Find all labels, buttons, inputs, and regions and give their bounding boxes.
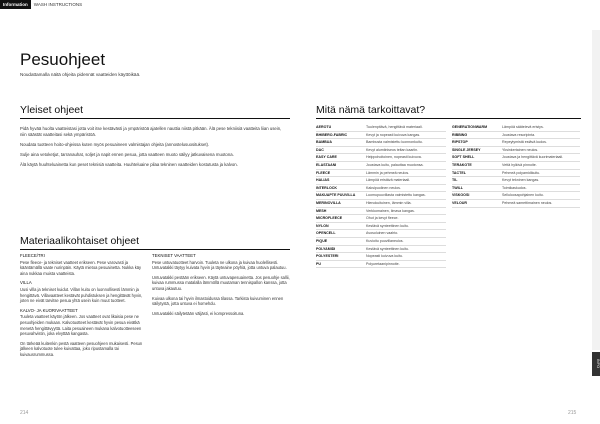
definition-term: MICROFLEECE bbox=[316, 216, 343, 221]
definition-row bbox=[452, 170, 580, 178]
page-number-left: 214 bbox=[20, 410, 29, 416]
definition-term: HALIAS bbox=[316, 178, 330, 183]
general-paragraph: Älä käytä huuhteluainetta kun peset teknisiä vaatteita. Huuhteluaine pilaa tekninen vaatteiden kostutusta ja kalvon. bbox=[20, 162, 238, 167]
definition-term: INTERLOCK bbox=[316, 185, 337, 190]
definition-row bbox=[316, 139, 446, 147]
definition-desc: Ohut ja kevyt fleece. bbox=[366, 216, 399, 221]
definition-term: NYLON bbox=[316, 223, 329, 228]
definition-term: VISKOOSI bbox=[452, 193, 470, 198]
side-strip bbox=[592, 30, 600, 350]
material-block bbox=[20, 341, 148, 358]
definition-row bbox=[316, 208, 446, 216]
definition-desc: Nopeasti kuivuva kuitu. bbox=[366, 254, 403, 259]
definition-row bbox=[452, 177, 580, 185]
definition-term: TERAKOTE bbox=[452, 162, 472, 167]
definition-term: SOFT SHELL bbox=[452, 155, 475, 160]
definition-row bbox=[316, 177, 446, 185]
definition-desc: Polyuretaanipinnoite. bbox=[366, 261, 400, 266]
definition-row bbox=[316, 192, 446, 200]
definition-row bbox=[316, 223, 446, 231]
definition-desc: Kevyt ja nopeasti kuivuva kangas. bbox=[366, 132, 421, 137]
material-block bbox=[152, 253, 290, 271]
definition-term: RIBBING bbox=[452, 132, 468, 137]
definition-row bbox=[316, 185, 446, 193]
material-text: Kuivaa ulkona tai hyvin ilmastoidussa tilassa. Tarkista kuivuminen ennen säilytystä, jotta untuva ei homehdu. bbox=[152, 295, 284, 307]
definition-row bbox=[316, 246, 446, 254]
material-text: On tärkeää kuitenkin pestä vaatteen pesuohjeen mukaisesti. Pesun jälkeen kalvotuote tulee kuivattaa, joko ripustamalla tai kuivausrummussa. bbox=[20, 340, 143, 357]
general-rule bbox=[20, 118, 290, 119]
definition-row bbox=[452, 185, 580, 193]
definition-term: EASY CARE bbox=[316, 155, 337, 160]
material-text: Untuvatakki säilytetään väljästi, ei kompressoituna. bbox=[152, 310, 245, 316]
definition-row bbox=[316, 215, 446, 223]
definition-desc: Pehmeä samettimainen neulos. bbox=[502, 200, 553, 205]
definition-row bbox=[316, 261, 446, 269]
definition-row bbox=[316, 162, 446, 170]
definition-row bbox=[316, 170, 446, 178]
material-head: TEKNISET VAATTEET bbox=[152, 253, 196, 258]
header-bar bbox=[0, 0, 82, 9]
definition-desc: Vettä hylkivä pinnoite. bbox=[502, 162, 537, 167]
definition-desc: Repeytymistä estävä kudos. bbox=[502, 140, 547, 145]
material-text: Pese fleece- ja tekniset vaatteet erikseen. Pese varovasti ja kääntämällä vaate nurinpäin. Käytä mietoa pesuainetta. Nukka käy aina nukkaa muista vaatteista. bbox=[20, 259, 142, 276]
definition-row bbox=[452, 132, 580, 140]
material-head: KALVO- JA KUORIVAATTEET bbox=[20, 307, 78, 313]
materials-col1 bbox=[20, 253, 148, 362]
definition-row bbox=[452, 200, 580, 208]
material-text: Untuvatakki pestään erikseen. Käytä untuvapesuainetta. Jos pesuohje sallii, kuivaa rummussa matalalla lämmöllä muutaman tennispallon kanssa, jotta untuva jakautuu. bbox=[152, 274, 290, 291]
material-text: Pese untuvatuotteet harvoin. Tuuleta ne ulkona ja kuivaa huolellisesti. Untuvatakki täytyy kuivata hyvin ja täyteaine pöyhiä, jotta untuva palautuu. bbox=[152, 259, 287, 271]
definition-row bbox=[316, 253, 446, 261]
definition-term: MESH bbox=[316, 208, 327, 213]
definition-row bbox=[452, 192, 580, 200]
definition-term: MERINOVILLA bbox=[316, 200, 341, 205]
definition-desc: Bambusta valmistettu luonnonkuitu. bbox=[366, 140, 423, 145]
definition-term: MAKUAPTE PUUVILLA bbox=[316, 193, 356, 198]
definition-desc: Kaksipuolinen neulos. bbox=[366, 185, 401, 190]
definition-desc: Pehmeä polyamidikuitu. bbox=[502, 170, 541, 175]
definition-term: VELOUR bbox=[452, 200, 467, 205]
definition-term: TWILL bbox=[452, 185, 463, 190]
general-heading: Yleiset ohjeet bbox=[20, 104, 84, 116]
definition-desc: Kevyt alumiiniseos teltan kaariin. bbox=[366, 147, 419, 152]
material-block bbox=[152, 296, 290, 307]
definition-desc: Hienokuituinen, lämmin villa. bbox=[366, 200, 412, 205]
materials-col2 bbox=[152, 253, 290, 320]
definition-term: SINGLE JERSEY bbox=[452, 147, 481, 152]
definitions-col2 bbox=[452, 124, 580, 208]
definition-term: TIL bbox=[452, 178, 458, 183]
definition-desc: Toimikaskudos. bbox=[502, 185, 527, 190]
definition-desc: Joustava ja hengittävä kuorimateriaali. bbox=[502, 155, 564, 160]
definition-term: DAC bbox=[316, 147, 324, 152]
material-head: VILLA bbox=[20, 280, 32, 286]
definition-desc: Kuvioitu puuvillaneulos. bbox=[366, 238, 404, 243]
definitions-heading: Mitä nämä tarkoittavat? bbox=[316, 104, 426, 116]
definition-term: FLEECE bbox=[316, 170, 331, 175]
definition-row bbox=[316, 147, 446, 155]
definition-term: OPENCELL bbox=[316, 231, 336, 236]
material-block bbox=[152, 275, 290, 292]
definition-row bbox=[316, 132, 446, 140]
definition-desc: Joustava resoripinta. bbox=[502, 132, 536, 137]
definition-desc: Helppohoitoinen, nopeasti kuivuva. bbox=[366, 155, 422, 160]
definition-row bbox=[316, 154, 446, 162]
definition-desc: Kestävä synteettinen kuitu. bbox=[366, 246, 409, 251]
material-block bbox=[20, 253, 148, 276]
material-text: Uusi villa ja tekniset kuidut. Villan kuitu on luonnollisesti lämmin ja hengittävä. Villavaatteet kestävät puhdistuksen ja hengittävät hyvin, joten ne eivät tarvitse pesua yhtä usein kuin muut tuotteet. bbox=[20, 286, 143, 304]
general-paragraphs bbox=[20, 126, 285, 172]
definition-row bbox=[452, 154, 580, 162]
definition-desc: Tuulenpitävä, hengittävä materiaali. bbox=[366, 125, 423, 129]
definitions-col1 bbox=[316, 124, 446, 268]
page-title: Pesuohjeet bbox=[20, 50, 106, 69]
definition-desc: Verkkomainen, ilmava kangas. bbox=[366, 208, 415, 213]
definition-desc: Yksinkertainen neulos. bbox=[502, 147, 539, 152]
material-block bbox=[152, 311, 290, 317]
definition-desc: Lämpöä eristävä materiaali. bbox=[366, 178, 411, 183]
definition-desc: Selluloosapohjainen kuitu. bbox=[502, 193, 544, 198]
material-text: Tuuleta vaatteet käytön jälkeen. Jos vaatteet ovat likaisia pese ne pesuohjeiden mukaan. Kalvotuotteet kestävät hyvin pesua eivätkä menetä hengittävyyttä. Laita pesuaineen mukana kalvotuotteeseen pesuvahvistin, joka elvyttää kangasta. bbox=[20, 314, 142, 337]
definition-term: BHIBERO-FABRIC bbox=[316, 132, 348, 137]
page-subtitle: Noudattamalla näitä ohjeita pidennät vaatteiden käyttöikää. bbox=[20, 72, 141, 77]
definition-row bbox=[452, 124, 580, 132]
material-block bbox=[20, 308, 148, 337]
definitions-rule bbox=[316, 118, 581, 119]
definition-term: BAMBUA bbox=[316, 140, 332, 145]
definition-term: PIQUE bbox=[316, 238, 328, 243]
materials-heading: Materiaalikohtaiset ohjeet bbox=[20, 235, 140, 247]
general-paragraph: Pidä hyvää huolta vaatteistasi jotta voit itse kestävästi ja ympäristöä ajatellen nauttia niistä pitkään. Älä pese tekniisiä vaatteita liian usein, niin säästät vaatteitasi sekä ympäristöä. bbox=[20, 126, 282, 137]
definition-desc: Joustava kuitu, palauttaa muotonsa. bbox=[366, 162, 424, 167]
material-head: FLEECE/TRI bbox=[20, 253, 45, 258]
general-paragraph: Sulje aina vetoketjut, tarranauhat, soljet ja napit ennen pesua, jotta vaatteen muoto säilyy jatkuvaisena muotona. bbox=[20, 152, 234, 157]
general-paragraph: Noudata tuotteen hoito-ohjeissa kuten myös pesuaineen valmistajan ohjeita (annostelusuositukset). bbox=[20, 142, 210, 147]
info-side-tab: INFO bbox=[592, 352, 600, 376]
definition-term: PU bbox=[316, 261, 321, 266]
header-tag: Information bbox=[0, 0, 31, 9]
definition-term: TACTEL bbox=[452, 170, 466, 175]
materials-rule bbox=[20, 249, 290, 250]
definition-row bbox=[316, 124, 446, 132]
definition-desc: Lämmin ja pehmeä neulos. bbox=[366, 170, 410, 175]
definition-row bbox=[452, 162, 580, 170]
definition-desc: Kestävä synteettinen kuitu. bbox=[366, 223, 409, 228]
definition-row bbox=[316, 200, 446, 208]
definition-desc: Kevyt tekninen kangas. bbox=[502, 178, 540, 183]
definition-desc: Avosoluinen vaahto. bbox=[366, 231, 399, 236]
definition-term: POLYESTERI bbox=[316, 254, 339, 259]
definition-row bbox=[452, 139, 580, 147]
material-block bbox=[20, 280, 148, 303]
definition-term: POLYAMIDI bbox=[316, 246, 336, 251]
header-section: WASH INSTRUCTIONS bbox=[33, 2, 83, 7]
definition-term: AEROTU bbox=[316, 125, 332, 129]
definition-row bbox=[316, 230, 446, 238]
definition-row bbox=[316, 238, 446, 246]
definition-row bbox=[452, 147, 580, 155]
definition-desc: Lämpöä säätelevä eristys. bbox=[502, 125, 544, 129]
definition-term: RIPSTOP bbox=[452, 140, 468, 145]
page-number-right: 215 bbox=[568, 410, 577, 416]
definition-term: GENERATIONWARM bbox=[452, 125, 488, 129]
definition-term: ELASTAANI bbox=[316, 162, 337, 167]
definition-desc: Luomupuuvillasta valmistettu kangas. bbox=[366, 193, 426, 198]
